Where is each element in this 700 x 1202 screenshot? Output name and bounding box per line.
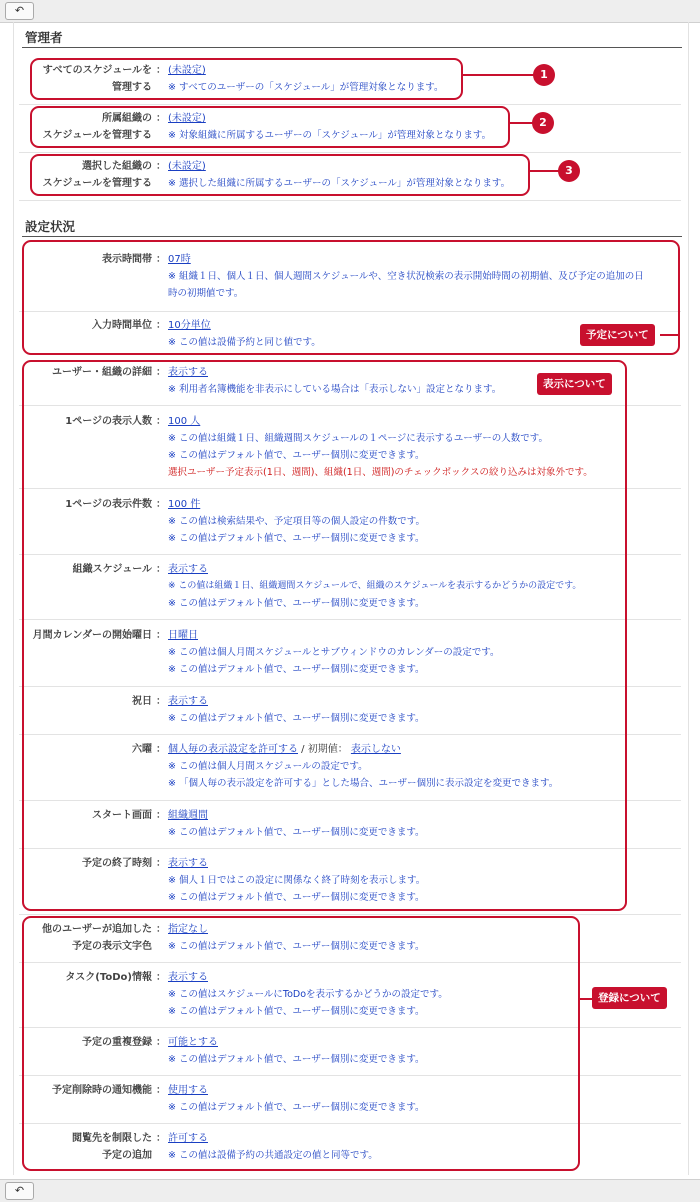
- settings-heading: 設定状況: [25, 219, 76, 234]
- admin-sel-value-link[interactable]: (未設定): [168, 161, 206, 172]
- setting-note: ※ この値はデフォルト値で、ユーザー個別に変更できます。: [168, 664, 425, 675]
- setting-value-delete-notify[interactable]: 使用する: [168, 1085, 208, 1096]
- colon: ：: [156, 499, 166, 510]
- colon: ：: [156, 416, 166, 427]
- setting-note: ※ この値はデフォルト値で、ユーザー個別に変更できます。: [168, 533, 425, 544]
- admin-sel-label-1: 選択した組織の: [82, 161, 152, 172]
- settings-heading-rule: [22, 236, 682, 237]
- setting-value-restricted[interactable]: 許可する: [168, 1133, 208, 1144]
- admin-sel-highlight: [30, 154, 530, 196]
- setting-note: ※ この値はデフォルト値で、ユーザー個別に変更できます。: [168, 1054, 425, 1065]
- colon: ：: [156, 161, 166, 172]
- setting-label-user-detail: ユーザー・組織の詳細: [52, 367, 152, 378]
- setting-note: ※ この値は個人月間スケジュールとサブウィンドウのカレンダーの設定です。: [168, 647, 500, 658]
- tag-yotei: 予定について: [580, 324, 655, 346]
- setting-note: ※ この値はデフォルト値で、ユーザー個別に変更できます。: [168, 713, 425, 724]
- row-divider: [19, 152, 681, 153]
- setting-note: ※ この値はデフォルト値で、ユーザー個別に変更できます。: [168, 1006, 425, 1017]
- row-divider: [19, 914, 681, 915]
- setting-note: ※ 個人１日ではこの設定に関係なく終了時刻を表示します。: [168, 875, 426, 886]
- colon: ：: [156, 1133, 166, 1144]
- setting-value-rokuyo-default[interactable]: 表示しない: [350, 744, 401, 755]
- row-divider: [19, 104, 681, 105]
- setting-note: ※ この値はデフォルト値で、ユーザー個別に変更できます。: [168, 450, 425, 461]
- setting-note: ※ この値はデフォルト値で、ユーザー個別に変更できます。: [168, 1102, 425, 1113]
- colon: ：: [156, 744, 166, 755]
- setting-value-display-time[interactable]: 07時: [168, 254, 191, 265]
- setting-note: ※ この値はデフォルト値で、ユーザー個別に変更できます。: [168, 892, 425, 903]
- admin-all-value-link[interactable]: (未設定): [168, 65, 206, 76]
- setting-note: ※ この値は組織１日、組織週間スケジュールの１ページに表示するユーザーの人数です。: [168, 433, 548, 444]
- setting-label-per-page-items: 1ページの表示件数: [65, 499, 152, 510]
- hyouji-highlight: [22, 360, 627, 911]
- setting-note: ※ この値は設備予約の共通設定の値と同等です。: [168, 1150, 378, 1161]
- setting-note: ※ 「個人毎の表示設定を許可する」とした場合、ユーザー個別に表示設定を変更できます。: [168, 778, 559, 789]
- touroku-highlight: [22, 916, 580, 1171]
- setting-note: ※ この値はスケジュールにToDoを表示するかどうかの設定です。: [168, 989, 448, 1000]
- setting-label-end-time: 予定の終了時刻: [82, 858, 152, 869]
- setting-value-duplicate[interactable]: 可能とする: [168, 1037, 218, 1048]
- top-toolbar: [0, 0, 700, 23]
- setting-value-other-color[interactable]: 指定なし: [168, 924, 208, 935]
- admin-all-leader: [462, 74, 534, 76]
- setting-label-delete-notify: 予定削除時の通知機能: [52, 1085, 152, 1096]
- colon: ：: [156, 367, 166, 378]
- setting-value-todo[interactable]: 表示する: [168, 972, 208, 983]
- setting-note: ※ 組織１日、個人１日、個人週間スケジュールや、空き状況検索の表示開始時間の初期値、及び予定の追加の日: [168, 271, 644, 282]
- tag-touroku: 登録について: [592, 987, 667, 1009]
- admin-sel-label-2: スケジュールを管理する: [42, 178, 152, 189]
- setting-note: ※ この値は組織１日、組織週間スケジュールで、組織のスケジュールを表示するかどうかの設定です。: [168, 581, 582, 591]
- setting-label-rokuyo: 六曜: [132, 744, 152, 755]
- colon: ：: [156, 630, 166, 641]
- setting-label-other-color-2: 予定の表示文字色: [72, 941, 152, 952]
- setting-note: ※ この値は個人月間スケジュールの設定です。: [168, 761, 368, 772]
- row-divider: [19, 200, 681, 201]
- admin-sel-note: ※ 選択した組織に所属するユーザーの「スケジュール」が管理対象となります。: [168, 178, 511, 189]
- colon: ：: [156, 320, 166, 331]
- setting-value-rokuyo[interactable]: 個人毎の表示設定を許可する: [168, 744, 298, 755]
- admin-all-highlight: [30, 58, 463, 100]
- setting-label-start-screen: スタート画面: [92, 810, 152, 821]
- admin-org-label-2: スケジュールを管理する: [42, 130, 152, 141]
- setting-value-end-time[interactable]: 表示する: [168, 858, 208, 869]
- setting-label-per-page-users: 1ページの表示人数: [65, 416, 152, 427]
- colon: ：: [156, 858, 166, 869]
- setting-value-user-detail[interactable]: 表示する: [168, 367, 208, 378]
- callout-badge-3: 3: [558, 160, 580, 182]
- setting-value-org-schedule[interactable]: 表示する: [168, 564, 208, 575]
- admin-org-highlight: [30, 106, 510, 148]
- setting-note: ※ 利用者名簿機能を非表示にしている場合は「表示しない」設定となります。: [168, 384, 502, 395]
- colon: ：: [156, 113, 166, 124]
- callout-badge-2: 2: [532, 112, 554, 134]
- admin-org-value-link[interactable]: (未設定): [168, 113, 206, 124]
- setting-label-restricted-2: 予定の追加: [102, 1150, 152, 1161]
- rokuyo-separator: / 初期値：: [298, 744, 351, 755]
- setting-label-restricted-1: 閲覧先を制限した: [72, 1133, 152, 1144]
- setting-warning: 選択ユーザー予定表示(1日、週間)、組織(1日、週間)のチェックボックスの絞り込みは対象外です。: [168, 467, 593, 478]
- setting-note: ※ この値はデフォルト値で、ユーザー個別に変更できます。: [168, 827, 425, 838]
- admin-all-note: ※ すべてのユーザーの「スケジュール」が管理対象となります。: [168, 82, 444, 93]
- back-button[interactable]: ↶: [5, 1182, 34, 1200]
- setting-label-other-color-1: 他のユーザーが追加した: [42, 924, 152, 935]
- colon: ：: [156, 1085, 166, 1096]
- setting-label-org-schedule: 組織スケジュール: [72, 564, 152, 575]
- bottom-toolbar: [0, 1179, 700, 1202]
- setting-value-per-page-users[interactable]: 100 人: [168, 416, 201, 427]
- colon: ：: [156, 254, 166, 265]
- setting-note: ※ この値は検索結果や、予定項目等の個人設定の件数です。: [168, 516, 426, 527]
- setting-label-week-start: 月間カレンダーの開始曜日: [32, 630, 152, 641]
- setting-value-holiday[interactable]: 表示する: [168, 696, 208, 707]
- colon: ：: [156, 564, 166, 575]
- setting-note: ※ この値はデフォルト値で、ユーザー個別に変更できます。: [168, 598, 425, 609]
- setting-value-input-unit[interactable]: 10分単位: [168, 320, 211, 331]
- callout-badge-1: 1: [533, 64, 555, 86]
- colon: ：: [156, 696, 166, 707]
- admin-org-label-1: 所属組織の: [102, 113, 152, 124]
- admin-heading-rule: [22, 47, 682, 48]
- setting-value-start-screen[interactable]: 組織週間: [168, 810, 208, 821]
- setting-label-todo: タスク(ToDo)情報: [65, 972, 152, 983]
- admin-org-leader: [509, 122, 533, 124]
- setting-label-display-time: 表示時間帯: [102, 254, 152, 265]
- admin-heading: 管理者: [25, 30, 63, 45]
- admin-all-label-1: すべてのスケジュールを: [42, 65, 152, 76]
- colon: ：: [156, 1037, 166, 1048]
- admin-org-note: ※ 対象組織に所属するユーザーの「スケジュール」が管理対象となります。: [168, 130, 492, 141]
- admin-sel-leader: [529, 170, 559, 172]
- setting-note: ※ この値は設備予約と同じ値です。: [168, 337, 321, 348]
- setting-note: 時の初期値です。: [168, 288, 244, 299]
- colon: ：: [156, 924, 166, 935]
- setting-label-holiday: 祝日: [132, 696, 152, 707]
- setting-value-week-start[interactable]: 日曜日: [168, 630, 198, 641]
- colon: ：: [156, 810, 166, 821]
- colon: ：: [156, 65, 166, 76]
- setting-value-per-page-items[interactable]: 100 件: [168, 499, 201, 510]
- setting-label-duplicate: 予定の重複登録: [82, 1037, 152, 1048]
- yotei-leader: [660, 334, 680, 336]
- setting-label-input-unit: 入力時間単位: [92, 320, 152, 331]
- tag-hyouji: 表示について: [537, 373, 612, 395]
- colon: ：: [156, 972, 166, 983]
- back-button[interactable]: ↶: [5, 2, 34, 20]
- setting-note: ※ この値はデフォルト値で、ユーザー個別に変更できます。: [168, 941, 425, 952]
- admin-all-label-2: 管理する: [112, 82, 152, 93]
